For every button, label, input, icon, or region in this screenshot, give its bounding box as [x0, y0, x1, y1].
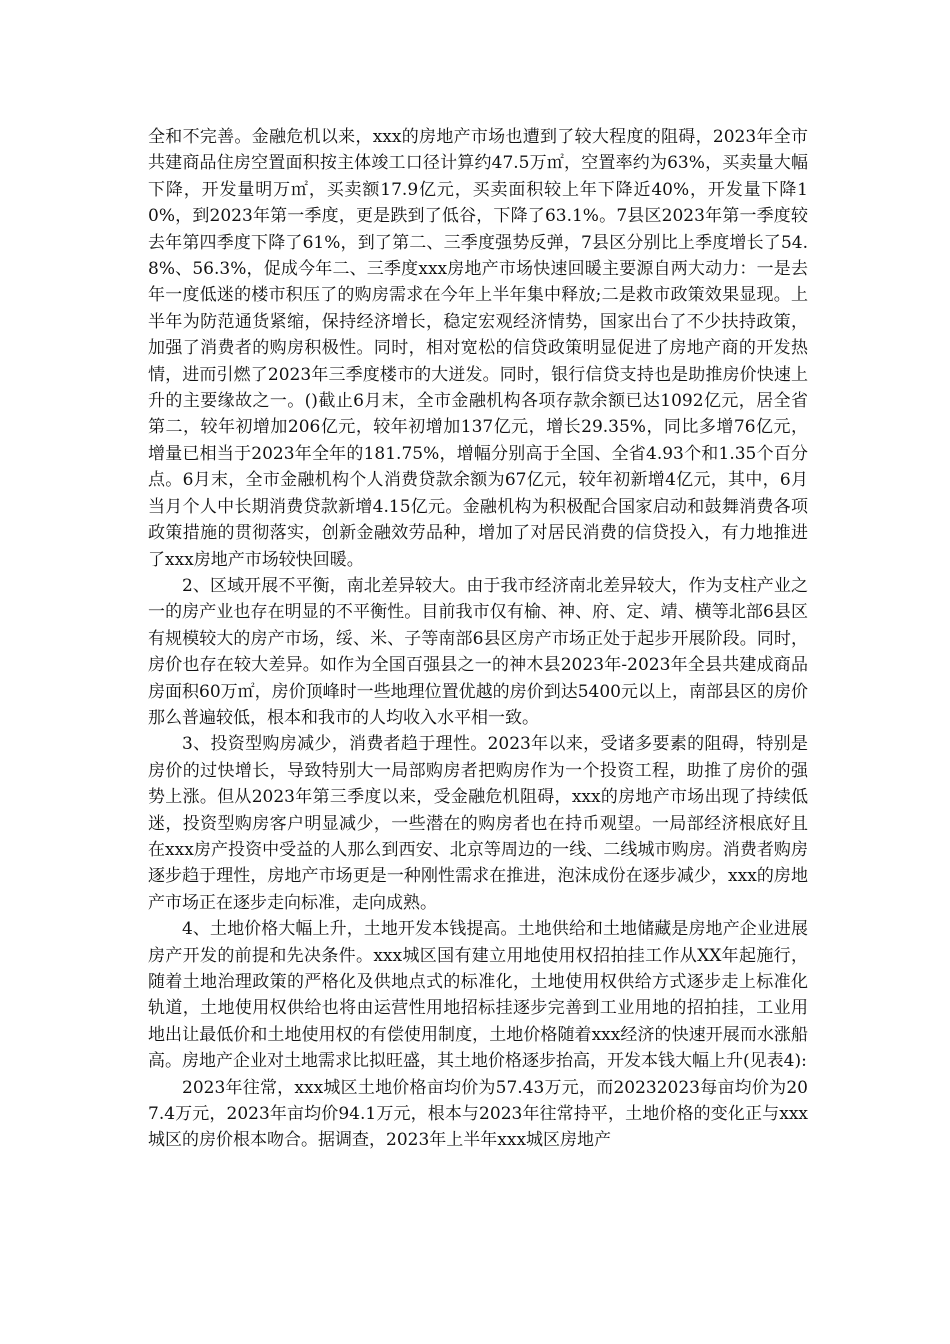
paragraph-continuation: 全和不完善。金融危机以来，xxx的房地产市场也遭到了较大程度的阻碍，2023年全市共建商品住房空置面积按主体竣工口径计算约47.5万㎡，空置率约为63%，买卖量大幅下降，开发量明万㎡，买卖额17.9亿元，买卖面积较上年下降近40%，开发量下降10%，到2023年第一季度，更是跌到了低谷，下降了63.1%。7县区2023年第一季度较去年第四季度下降了61%，到了第二、三季度强势反弹，7县区分别比上季度增长了54.8%、56.3%，促成今年二、三季度xxx房地产市场快速回暖主要源自两大动力：一是去年一度低迷的楼市积压了的购房需求在今年上半年集中释放;二是救市政策效果显现。上半年为防范通货紧缩，保持经济增长，稳定宏观经济情势，国家出台了不少扶持政策，加强了消费者的购房积极性。同时，相对宽松的信贷政策明显促进了房地产商的开发热情，进而引燃了2023年三季度楼市的大迸发。同时，银行信贷支持也是助推房价快速上升的主要缘故之一。()截止6月末，全市金融机构各项存款余额已达1092亿元，居全省第二，较年初增加206亿元，较年初增加137亿元，增长29.35%，同比多增76亿元，增量已相当于2023年全年的181.75%，增幅分别高于全国、全省4.93个和1.35个百分点。6月末，全市金融机构个人消费贷款余额为67亿元，较年初新增4亿元，其中，6月当月个人中长期消费贷款新增4.15亿元。金融机构为积极配合国家启动和鼓舞消费各项政策措施的贯彻落实，创新金融效劳品种，增加了对居民消费的信贷投入，有力地推进了xxx房地产市场较快回暖。 [148, 127, 808, 570]
document-body [148, 124, 808, 1154]
paragraph-regional-imbalance: 2、区域开展不平衡，南北差异较大。由于我市经济南北差异较大，作为支柱产业之一的房产业也存在明显的不平衡性。目前我市仅有榆、神、府、定、靖、横等北部6县区有规模较大的房产市场，绥、米、子等南部6县区房产市场正处于起步开展阶段。同时，房价也存在较大差异。如作为全国百强县之一的神木县2023年-2023年全县共建成商品房面积60万㎡，房价顶峰时一些地理位置优越的房价到达5400元以上，南部县区的房价那么普遍较低，根本和我市的人均收入水平相一致。 [148, 575, 808, 728]
paragraph-investment-decline: 3、投资型购房减少，消费者趋于理性。2023年以来，受诸多要素的阻碍，特别是房价的过快增长，导致特别大一局部购房者把购房作为一个投资工程，助推了房价的强势上涨。但从2023年第三季度以来，受金融危机阻碍，xxx的房地产市场出现了持续低迷，投资型购房客户明显减少，一些潜在的购房者也在持币观望。一局部经济根底好且在xxx房产投资中受益的人那么到西安、北京等周边的一线、二线城市购房。消费者购房逐步趋于理性，房地产市场更是一种刚性需求在推进，泡沫成份在逐步减少，xxx的房地产市场正在逐步走向标准，走向成熟。 [148, 734, 808, 913]
paragraph-land-price: 4、土地价格大幅上升，土地开发本钱提高。土地供给和土地储藏是房地产企业进展房产开发的前提和先决条件。xxx城区国有建立用地使用权招拍挂工作从XX年起施行，随着土地治理政策的严格化及供地点式的标准化，土地使用权供给方式逐步走上标准化轨道，土地使用权供给也将由运营性用地招标挂逐步完善到工业用地的招拍挂，工业用地出让最低价和土地使用权的有偿使用制度，土地价格随着xxx经济的快速开展而水涨船高。房地产企业对土地需求比拟旺盛，其土地价格逐步抬高，开发本钱大幅上升(见表4): [148, 919, 808, 1072]
paragraph-land-price-detail: 2023年往常，xxx城区土地价格亩均价为57.43万元，而20232023每亩均价为207.4万元，2023年亩均价94.1万元，根本与2023年往常持平，土地价格的变化正与xxx城区的房价根本吻合。据调查，2023年上半年xxx城区房地产 [148, 1077, 808, 1151]
